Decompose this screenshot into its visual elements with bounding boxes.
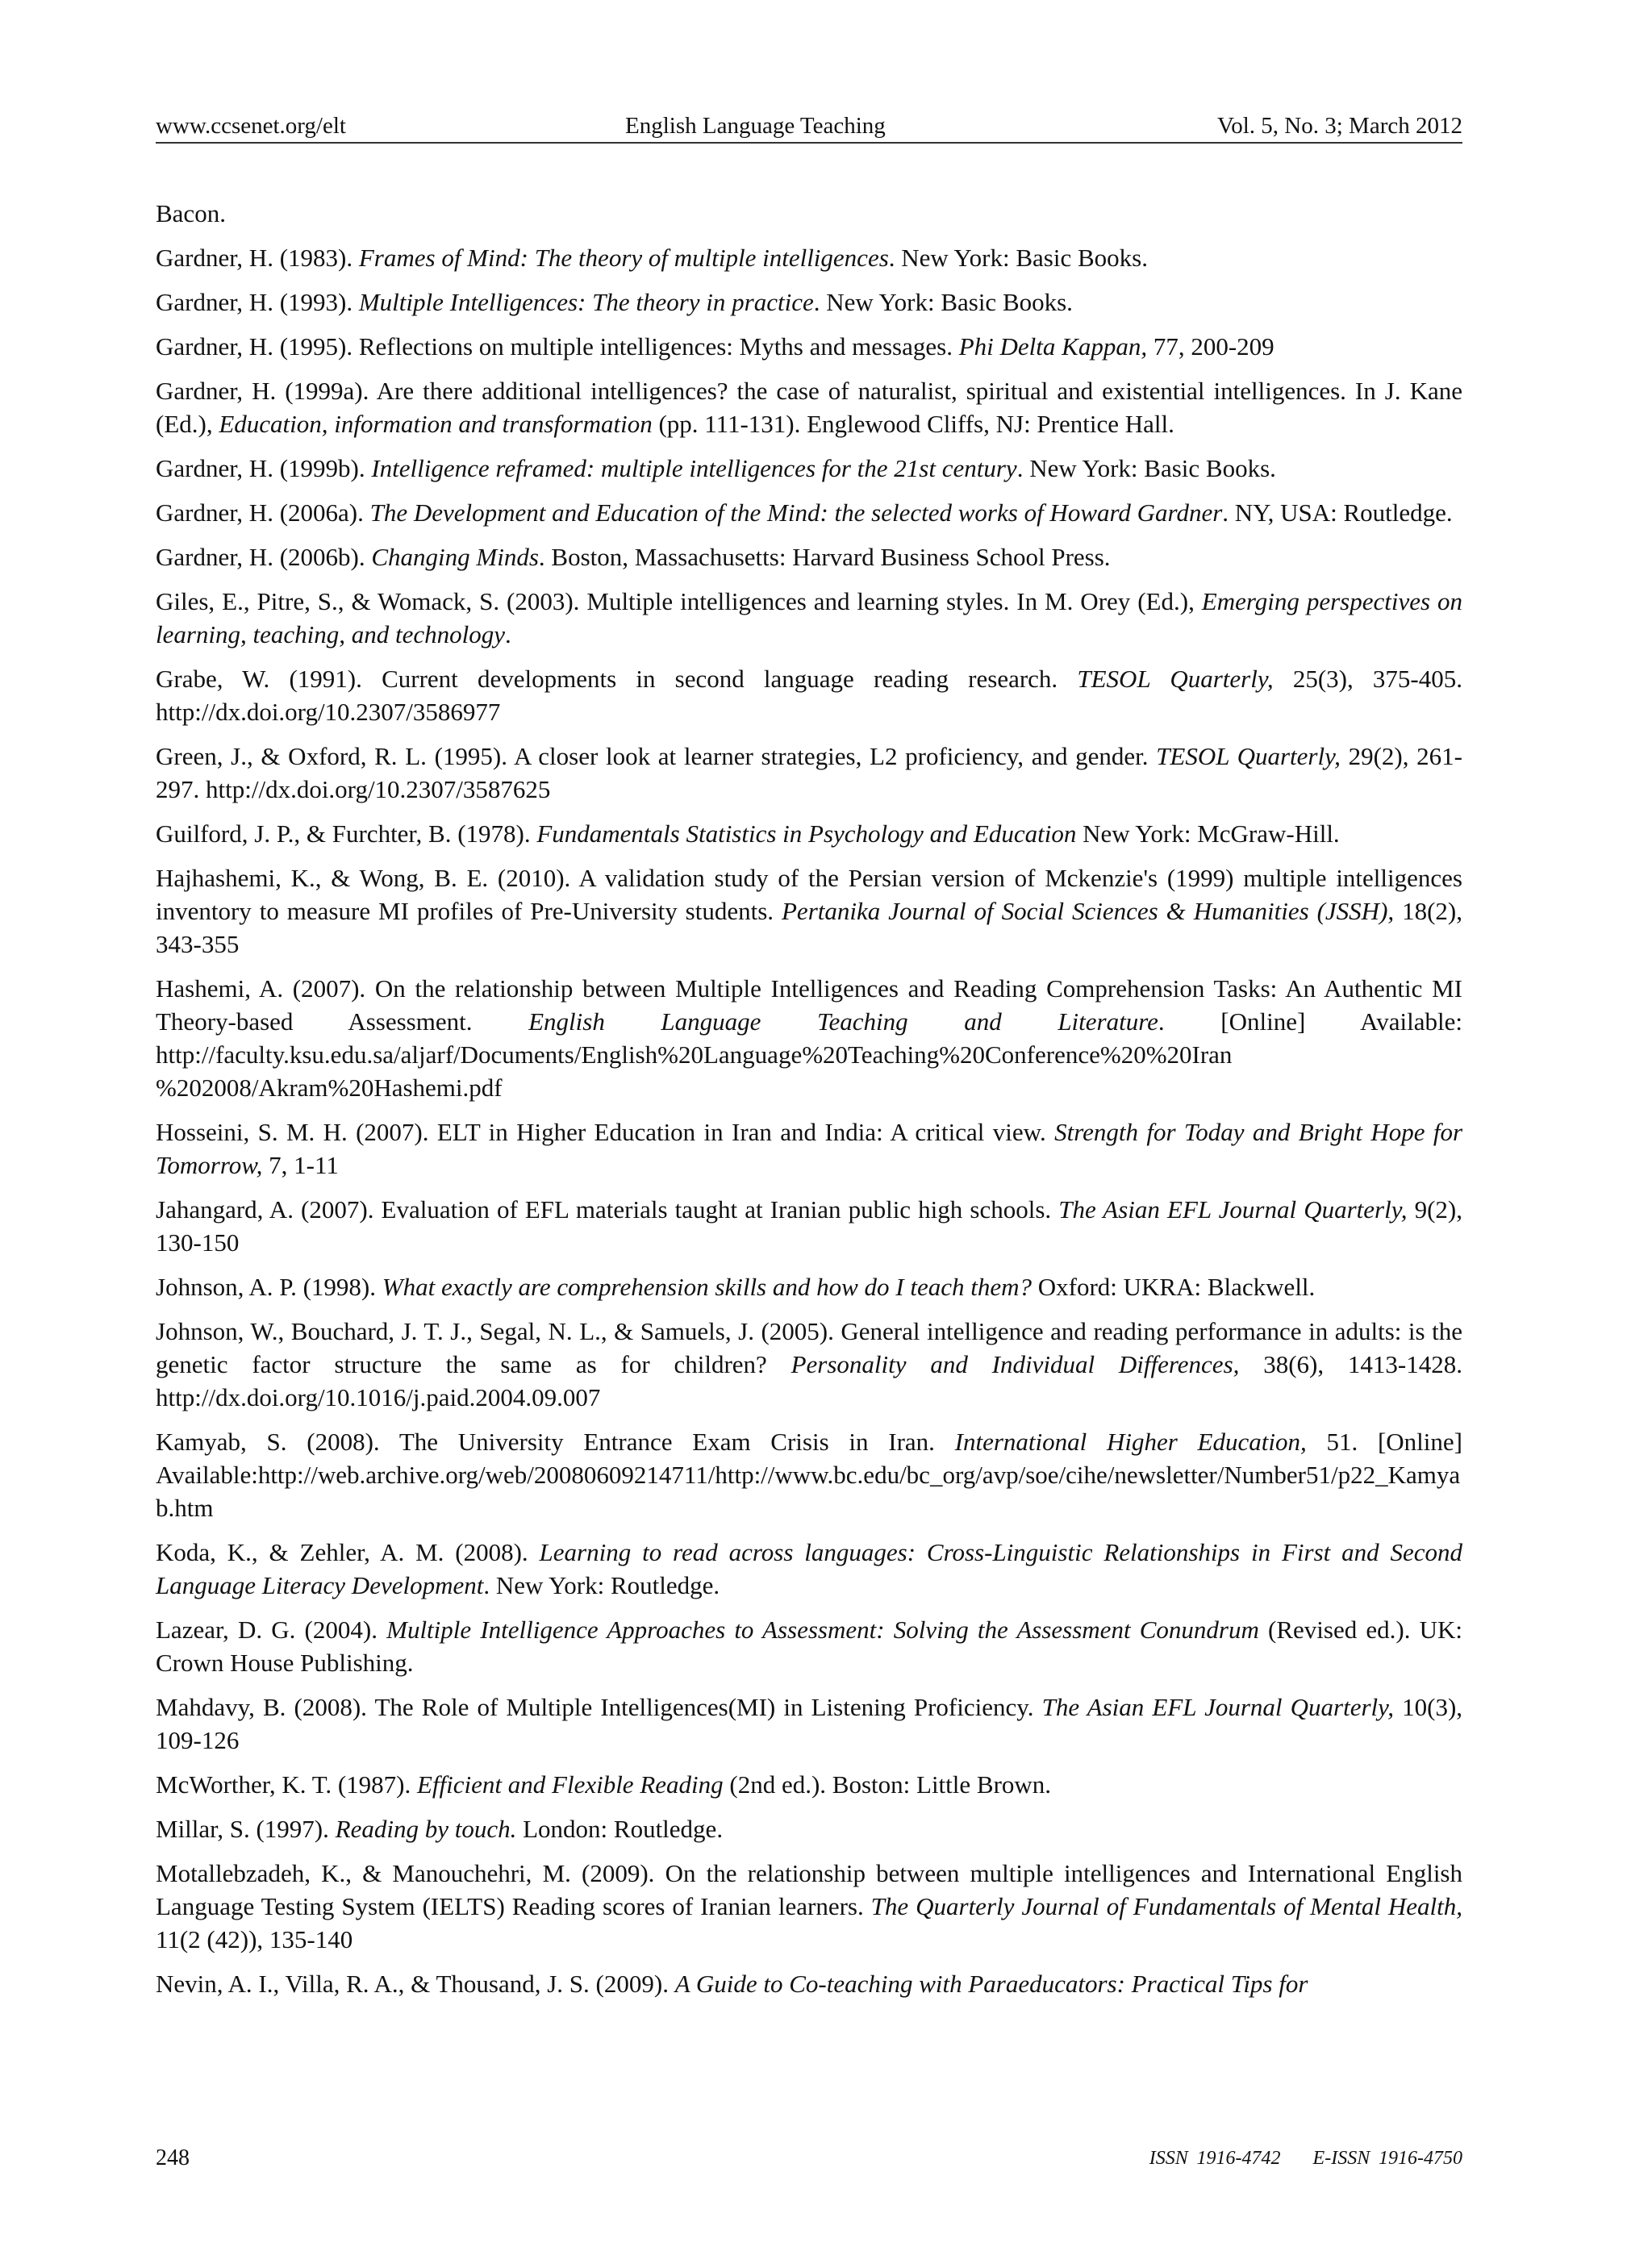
- reference-text: Grabe, W. (1991). Current developments in second language reading research.: [156, 665, 1078, 693]
- reference-entry: [156, 241, 1462, 274]
- reference-text: Giles, E., Pitre, S., & Womack, S. (2003). Multiple intelligences and learning styles. In M. Orey (Ed.),: [156, 587, 1202, 615]
- reference-title: Efficient and Flexible Reading: [417, 1770, 724, 1799]
- reference-entry: [156, 1193, 1462, 1259]
- page-number: 248: [156, 2145, 190, 2170]
- reference-text: Koda, K., & Zehler, A. M. (2008).: [156, 1538, 540, 1566]
- reference-entry: [156, 1691, 1462, 1757]
- reference-title: The Development and Education of the Mind: the selected works of Howard Gardner: [369, 498, 1223, 527]
- reference-details: . New York: Routledge.: [483, 1571, 720, 1599]
- reference-details: .: [505, 620, 511, 648]
- reference-details: 25(3), 375-405. http://dx.doi.org/10.2307/3586977: [156, 665, 1462, 726]
- reference-title: English Language Teaching and Literature: [528, 1007, 1158, 1036]
- journal-name: English Language Teaching: [625, 113, 886, 139]
- reference-text: Johnson, W., Bouchard, J. T. J., Segal, N. L., & Samuels, J. (2005). General intelligence and reading performance in adults: is the genetic factor structure the same as for children?: [156, 1317, 1462, 1378]
- reference-title: Emerging perspectives on learning, teaching, and technology: [156, 587, 1463, 648]
- issn: ISSN 1916-4742: [1149, 2148, 1281, 2169]
- reference-text: Hashemi, A. (2007). On the relationship between Multiple Intelligences and Reading Comprehension Tasks: An Authentic MI Theory-based Assessment.: [156, 974, 1462, 1036]
- reference-title: The Asian EFL Journal Quarterly,: [1041, 1693, 1394, 1721]
- reference-entry: [156, 1270, 1462, 1303]
- reference-entry: [156, 1613, 1462, 1679]
- reference-details: 29(2), 261-297. http://dx.doi.org/10.2307/3587625: [156, 742, 1462, 803]
- reference-title: What exactly are comprehension skills and how do I teach them?: [382, 1273, 1032, 1301]
- reference-entry: [156, 585, 1462, 651]
- reference-details: . [Online] Available: http://faculty.ksu.edu.sa/aljarf/Documents/English%20Language%20Teaching%20Conference%20%20Iran %202008/Akram%20Hashemi.pdf: [156, 1007, 1462, 1102]
- reference-text: Hosseini, S. M. H. (2007). ELT in Higher Education in Iran and India: A critical view.: [156, 1118, 1055, 1146]
- eissn: E-ISSN 1916-4750: [1312, 2148, 1462, 2169]
- reference-entry: [156, 374, 1462, 440]
- reference-text: Gardner, H. (1983).: [156, 244, 359, 272]
- reference-entry: [156, 1967, 1462, 2000]
- reference-details: . New York: Basic Books.: [888, 244, 1148, 272]
- reference-text: Hajhashemi, K., & Wong, B. E. (2010). A validation study of the Persian version of Mckenzie's (1999) multiple intelligences inventory to measure MI profiles of Pre-University students.: [156, 864, 1462, 925]
- reference-details: 10(3), 109-126: [156, 1693, 1463, 1754]
- reference-title: Learning to read across languages: Cross-Linguistic Relationships in First and Second Language Literacy Development: [156, 1538, 1463, 1599]
- reference-text: Gardner, H. (1999a). Are there additional intelligences? the case of naturalist, spiritual and existential intelligences. In J. Kane (Ed.),: [156, 377, 1462, 438]
- reference-entry: [156, 1768, 1462, 1801]
- reference-entry: [156, 330, 1462, 363]
- reference-entry: [156, 817, 1462, 850]
- reference-title: Personality and Individual Differences,: [791, 1350, 1240, 1378]
- reference-title: Multiple Intelligences: The theory in practice: [358, 288, 814, 316]
- reference-entry: [156, 1315, 1462, 1414]
- reference-entry: [156, 1425, 1462, 1524]
- reference-entry: [156, 496, 1462, 529]
- reference-title: Phi Delta Kappan,: [958, 332, 1148, 361]
- reference-title: Multiple Intelligence Approaches to Assessment: Solving the Assessment Conundrum: [386, 1616, 1259, 1644]
- journal-url: www.ccsenet.org/elt: [156, 113, 346, 139]
- reference-text: Gardner, H. (1999b).: [156, 454, 372, 482]
- reference-text: Kamyab, S. (2008). The University Entrance Exam Crisis in Iran.: [156, 1428, 955, 1456]
- reference-text: Green, J., & Oxford, R. L. (1995). A closer look at learner strategies, L2 proficiency, and gender.: [156, 742, 1157, 770]
- running-header: [156, 110, 1462, 144]
- reference-title: Frames of Mind: The theory of multiple intelligences: [358, 244, 889, 272]
- reference-list: [156, 197, 1462, 2012]
- reference-text: Nevin, A. I., Villa, R. A., & Thousand, J. S. (2009).: [156, 1970, 675, 1998]
- reference-title: A Guide to Co-teaching with Paraeducators: Practical Tips for: [674, 1970, 1308, 1998]
- reference-details: (pp. 111-131). Englewood Cliffs, NJ: Prentice Hall.: [652, 410, 1174, 438]
- reference-title: The Asian EFL Journal Quarterly,: [1058, 1195, 1408, 1224]
- reference-entry: [156, 1857, 1462, 1956]
- reference-title: Strength for Today and Bright Hope for Tomorrow,: [156, 1118, 1463, 1179]
- reference-details: . New York: Basic Books.: [813, 288, 1073, 316]
- reference-details: London: Routledge.: [516, 1815, 724, 1843]
- reference-title: Intelligence reframed: multiple intelligences for the 21st century: [371, 454, 1017, 482]
- reference-text: Millar, S. (1997).: [156, 1815, 336, 1843]
- reference-title: Reading by touch.: [335, 1815, 517, 1843]
- reference-details: . NY, USA: Routledge.: [1222, 498, 1453, 527]
- reference-entry: [156, 540, 1462, 573]
- reference-entry: [156, 452, 1462, 485]
- reference-details: (2nd ed.). Boston: Little Brown.: [723, 1770, 1052, 1799]
- reference-text: Gardner, H. (2006a).: [156, 498, 370, 527]
- reference-text: Motallebzadeh, K., & Manouchehri, M. (2009). On the relationship between multiple intelligences and International English Language Testing System (IELTS) Reading scores of Iranian learners.: [156, 1859, 1462, 1920]
- reference-details: New York: McGraw-Hill.: [1076, 819, 1340, 848]
- reference-text: McWorther, K. T. (1987).: [156, 1770, 417, 1799]
- reference-entry: [156, 1812, 1462, 1845]
- reference-title: The Quarterly Journal of Fundamentals of Mental Health,: [870, 1892, 1462, 1920]
- reference-text: Gardner, H. (2006b).: [156, 543, 372, 571]
- reference-text: Gardner, H. (1995). Reflections on multiple intelligences: Myths and messages.: [156, 332, 959, 361]
- reference-text: Lazear, D. G. (2004).: [156, 1616, 387, 1644]
- reference-details: 77, 200-209: [1147, 332, 1274, 361]
- page-footer: [156, 2142, 1462, 2174]
- reference-text: Jahangard, A. (2007). Evaluation of EFL materials taught at Iranian public high schools.: [156, 1195, 1059, 1224]
- reference-details: . Boston, Massachusetts: Harvard Business School Press.: [538, 543, 1111, 571]
- reference-details: 11(2 (42)), 135-140: [156, 1925, 353, 1953]
- reference-title: International Higher Education,: [954, 1428, 1307, 1456]
- reference-entry: [156, 740, 1462, 806]
- reference-entry: [156, 861, 1462, 961]
- reference-title: Fundamentals Statistics in Psychology and Education: [536, 819, 1077, 848]
- reference-entry: [156, 286, 1462, 319]
- reference-text: Johnson, A. P. (1998).: [156, 1273, 382, 1301]
- reference-details: Oxford: UKRA: Blackwell.: [1032, 1273, 1316, 1301]
- reference-title: Education, information and transformation: [219, 410, 653, 438]
- reference-text: Mahdavy, B. (2008). The Role of Multiple Intelligences(MI) in Listening Proficiency.: [156, 1693, 1042, 1721]
- reference-details: 51. [Online] Available:http://web.archive.org/web/20080609214711/http://www.bc.edu/bc_org/avp/soe/cihe/newsletter/Number51/p22_Kamyab.htm: [156, 1428, 1462, 1522]
- reference-title: Pertanika Journal of Social Sciences & Humanities (JSSH),: [782, 897, 1395, 925]
- reference-entry: [156, 972, 1462, 1104]
- reference-entry: [156, 197, 1462, 230]
- reference-details: 9(2), 130-150: [156, 1195, 1462, 1257]
- reference-entry: [156, 1536, 1462, 1602]
- reference-title: TESOL Quarterly,: [1077, 665, 1274, 693]
- reference-title: TESOL Quarterly,: [1156, 742, 1341, 770]
- reference-details: 7, 1-11: [262, 1151, 339, 1179]
- issn-info: [1117, 2142, 1462, 2174]
- reference-entry: [156, 662, 1462, 728]
- reference-text: Bacon.: [156, 199, 226, 227]
- issue-info: Vol. 5, No. 3; March 2012: [1217, 113, 1462, 139]
- reference-details: 18(2), 343-355: [156, 897, 1462, 958]
- reference-details: (Revised ed.). UK: Crown House Publishing.: [156, 1616, 1462, 1677]
- reference-details: 38(6), 1413-1428. http://dx.doi.org/10.1016/j.paid.2004.09.007: [156, 1350, 1462, 1411]
- reference-text: Guilford, J. P., & Furchter, B. (1978).: [156, 819, 537, 848]
- reference-text: Gardner, H. (1993).: [156, 288, 359, 316]
- reference-details: . New York: Basic Books.: [1016, 454, 1276, 482]
- reference-title: Changing Minds: [371, 543, 539, 571]
- reference-entry: [156, 1115, 1462, 1182]
